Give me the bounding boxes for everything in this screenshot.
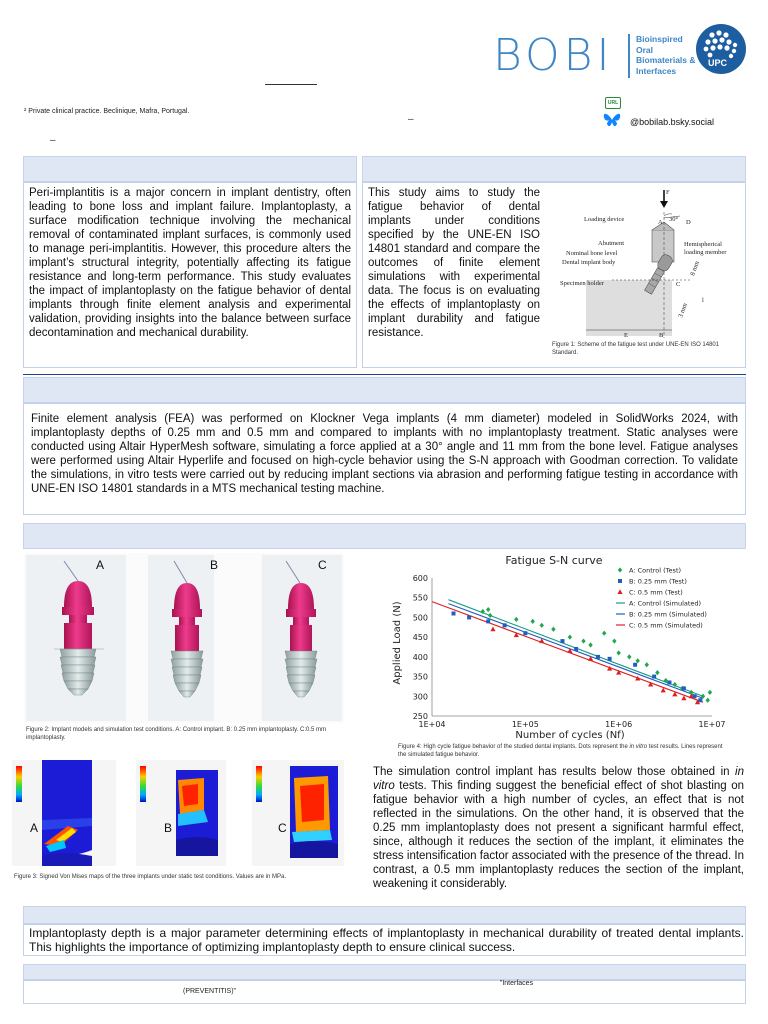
affiliation-text: ² Private clinical practice. Beclinique, Mafra, Portugal. (24, 108, 190, 115)
svg-text:Specimen holder: Specimen holder (560, 280, 604, 287)
data-point (467, 615, 471, 619)
introduction-header-bar (23, 156, 357, 182)
objective-text: This study aims to study the fatigue behavior of dental implants under conditions specified by the UNE-EN ISO 14801 standard and compare the outcomes of finite element simulations with experimental data. The focus is on evaluating the effects of implantoplasty on implant durability and fatigue resistance. (368, 187, 540, 339)
methods-header-bar (23, 377, 746, 403)
y-tick-label: 450 (412, 633, 428, 643)
data-point (503, 623, 507, 627)
figure-3-caption: Figure 3: Signed Von Mises maps of the three implants under static test conditions. Values are in MPa. (14, 874, 287, 880)
results-text: The simulation control implant has results below those obtained in in vitro tests. This finding suggest the beneficial effect of shot blasting on fatigue behavior with a high number of cycles, an effect that is not reflected in the simulations. On the other hand, it is observed that the 0.25 mm implantoplasty does not present a significant harmful effect, since, although it reduces the section of the implant, it eliminates the stress intensification factor associated with the presence of the thread. In contrast, a 0.5 mm implantoplasty reduces the section of the implant, weakening it considerably. (373, 766, 744, 890)
bobi-logo-text: BOBI (493, 30, 614, 81)
svg-text:Hemispherical: Hemispherical (684, 241, 722, 248)
data-point (596, 655, 600, 659)
url-icon[interactable]: URL (605, 97, 621, 109)
data-point (627, 654, 631, 659)
y-tick-label: 400 (412, 652, 428, 662)
svg-text:E: E (624, 332, 628, 338)
header-dash-mid: – (408, 114, 414, 125)
data-point (514, 617, 518, 622)
legend-label: C: 0.5 mm (Test) (629, 588, 683, 597)
svg-text:A: A (658, 219, 663, 226)
legend-label: C: 0.5 mm (Simulated) (629, 621, 703, 630)
chart-x-axis-label: Number of cycles (Nf) (515, 730, 625, 741)
fig3-letter-a: A (30, 821, 39, 835)
y-tick-label: 550 (412, 593, 428, 603)
y-tick-label: 250 (412, 712, 428, 721)
y-tick-label: 600 (412, 574, 428, 583)
data-point (588, 642, 592, 647)
chart-plot-area (413, 574, 726, 729)
implant-model-a (26, 555, 126, 721)
implant-model-b (148, 555, 218, 721)
x-tick-label: 1E+06 (605, 720, 633, 729)
fig3-letter-c: C (278, 821, 287, 835)
data-point (652, 675, 656, 679)
svg-text:Dental implant body: Dental implant body (562, 259, 616, 266)
svg-text:loading member: loading member (684, 249, 727, 256)
header-dash-left: – (50, 135, 56, 146)
data-point (488, 613, 492, 618)
svg-text:B: B (659, 332, 664, 338)
chart-title: Fatigue S-N curve (505, 554, 603, 567)
implant-model-c (262, 555, 342, 721)
data-point (574, 647, 578, 651)
y-tick-label: 300 (412, 692, 428, 702)
conclusion-text: Implantoplasty depth is a major parameter determining effects of implantoplasty in mechanical durability of treated dental implants. This highlights the importance of optimizing implantoplasty depth to ensure clinical success. (29, 926, 744, 954)
legend-label: A: Control (Test) (629, 566, 682, 575)
chart-legend (616, 567, 707, 630)
data-point (540, 623, 544, 628)
von-mises-map-c (252, 760, 344, 866)
methods-text: Finite element analysis (FEA) was performed on Klockner Vega implants (4 mm diameter) modeled in SolidWorks 2024, with implantoplasty depths of 0.25 mm and 0.5 mm and compared to implants with no implantoplasty treatment. Static analyses were conducted using Altair HyperMesh software, simulating a force applied at a 30° angle and 11 mm from the bone level. Fatigue analyses were performed using Altair Hyperlife and focused on high-cycle behavior using the S-N approach with Goodman correction. To validate the simulations, in vitro tests were carried out by reducing implant sections via abrasion and performing fatigue testing in accordance with UNE-EN ISO 14801 standards in a MTS mechanical testing machine. (31, 413, 738, 495)
bobi-logo (493, 28, 753, 88)
bluesky-handle[interactable]: @bobilab.bsky.social (630, 117, 715, 127)
fatigue-sn-chart (382, 548, 726, 743)
x-tick-label: 1E+04 (418, 720, 446, 729)
svg-text:Nominal bone level: Nominal bone level (566, 250, 618, 257)
data-point (645, 662, 649, 667)
objective-header-bar (362, 156, 746, 182)
data-point (531, 619, 535, 624)
acknowledgements-header-bar (23, 964, 746, 980)
figure-4-caption: Figure 4: High cycle fatigue behavior of the studied dental implants. Dots represent the in vitro test results. Lines represent the simulated fatigue behavior. (398, 744, 723, 758)
acknowledgement-fragment-1: (PREVENTITIS)” (183, 988, 236, 995)
logo-separator (628, 34, 630, 78)
svg-text:Loading device: Loading device (584, 216, 625, 223)
fig2-letter-a: A (96, 558, 105, 572)
y-tick-label: 350 (412, 672, 428, 682)
fig2-letter-c: C (318, 558, 327, 572)
svg-text:F: F (666, 189, 670, 196)
data-point (490, 626, 495, 631)
data-point (698, 698, 702, 702)
data-point (667, 680, 671, 684)
figure-1-caption: Figure 1: Scheme of the fatigue test under UNE-EN ISO 14801 Standard. (552, 342, 720, 356)
data-point (682, 686, 686, 690)
acknowledgements-panel (23, 980, 746, 1004)
figure-2-caption: Figure 2: Implant models and simulation test conditions. A: Control implant. B: 0.25 mm implantoplasty. C:0.5 mm implantoplasty. (26, 727, 327, 741)
legend-marker (617, 589, 622, 594)
figure-3-von-mises-maps (12, 760, 344, 866)
svg-text:3 mm: 3 mm (677, 302, 690, 319)
fig2-letter-b: B (210, 558, 219, 572)
legend-marker (618, 567, 622, 572)
data-point (523, 631, 527, 635)
data-point (560, 639, 564, 643)
data-point (568, 635, 572, 640)
data-point (612, 638, 616, 643)
svg-text:C: C (676, 281, 681, 288)
data-point (633, 663, 637, 667)
figure-1-fatigue-test-scheme (552, 188, 742, 338)
x-tick-label: 1E+05 (511, 720, 539, 729)
introduction-text: Peri-implantitis is a major concern in implant dentistry, often leading to bone loss and implant failure. Implantoplasty, a surface modification technique involving the mechanical removal of contaminated implant surfaces, is commonly used to manage peri-implantitis. However, this procedure alters the implant’s structural integrity, potentially affecting its fatigue resistance and long-term performance. This study evaluates the impact of implantoplasty on the fatigue behavior of dental implants through finite element analysis and experimental validation, providing insights into the balance between surface decontamination and mechanical durability. (29, 187, 351, 339)
legend-label: B: 0.25 mm (Simulated) (629, 610, 707, 619)
data-point (655, 670, 659, 675)
legend-label: A: Control (Simulated) (629, 599, 702, 608)
header-rule (265, 84, 317, 85)
data-point (567, 648, 572, 653)
figure-2-implant-models (24, 553, 344, 723)
svg-text:D: D (686, 219, 691, 226)
bluesky-butterfly-icon[interactable] (603, 113, 621, 129)
svg-text:30°: 30° (669, 216, 679, 223)
y-tick-label: 500 (412, 613, 428, 623)
data-point (581, 638, 585, 643)
svg-text:8 mm: 8 mm (689, 260, 702, 277)
data-point (452, 611, 456, 615)
legend-marker (618, 579, 622, 583)
section-divider (23, 374, 746, 375)
data-point (486, 607, 490, 612)
upc-logo-text: UPC (708, 58, 728, 68)
svg-text:l: l (702, 297, 704, 304)
chart-y-axis-label: Applied Load (N) (392, 601, 403, 685)
conclusion-header-bar (23, 906, 746, 924)
results-header-bar (23, 523, 746, 549)
data-point (551, 627, 555, 632)
data-point (706, 698, 710, 703)
acknowledgement-fragment-2: ”Interfaces (500, 980, 534, 987)
data-point (616, 650, 620, 655)
data-point (636, 658, 640, 663)
data-point (708, 690, 712, 695)
data-point (608, 657, 612, 661)
data-point (602, 631, 606, 636)
von-mises-map-b (136, 760, 226, 866)
fig3-letter-b: B (164, 821, 173, 835)
specimen-holder-shape (586, 280, 672, 336)
von-mises-map-a (12, 760, 116, 866)
data-point (486, 619, 490, 623)
legend-label: B: 0.25 mm (Test) (629, 577, 687, 586)
x-tick-label: 1E+07 (698, 720, 726, 729)
bobi-logo-subtitle: Bioinspired Oral Biomaterials & Interfaces (636, 34, 696, 76)
svg-text:Abutment: Abutment (598, 240, 624, 247)
